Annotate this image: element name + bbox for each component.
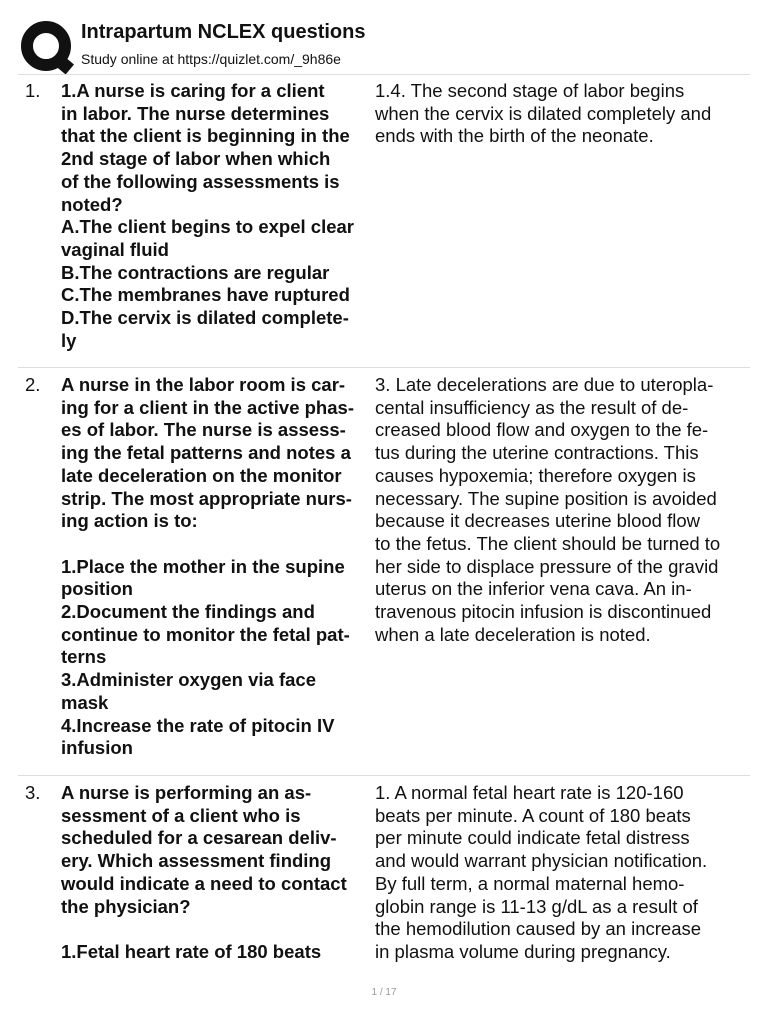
card-question: A nurse is performing an as- sessment of a client who is scheduled for a cesarean deliv- ery. Which assessment finding would indicate a need to contact the physician? 1.Fetal heart rate of 180 beats xyxy=(61,782,347,962)
flashcard-1 xyxy=(18,80,750,360)
divider xyxy=(18,775,750,776)
card-answer: 3. Late decelerations are due to uteropla- cental insufficiency as the result of de- creased blood flow and oxygen to the fe- tus during the uterine contractions. This causes hypoxemia; therefore oxygen is necessary. The supine position is avoided because it decreases uterine blood flow to the fetus. The client should be turned to her side to displace pressure of the gravid uterus on the inferior vena cava. An in- travenous pitocin infusion is discontinued when a late deceleration is noted. xyxy=(375,374,721,645)
card-number: 1. xyxy=(25,80,41,101)
divider xyxy=(18,367,750,368)
card-answer: 1.4. The second stage of labor begins when the cervix is dilated completely and ends with the birth of the neonate. xyxy=(375,80,712,147)
flashcard-2 xyxy=(18,374,750,769)
card-question: A nurse in the labor room is car- ing for a client in the active phas- es of labor. The nurse is assess- ing the fetal patterns and notes a late deceleration on the monitor strip. The most appropriate nurs- ing action is to: 1.Place the mother in the supine position 2.Document the findings and continue to monitor the fetal pat- terns 3.Administer oxygen via face mask 4.Increase the rate of pitocin IV infusion xyxy=(61,374,354,759)
card-number: 3. xyxy=(25,782,41,803)
page-title: Intrapartum NCLEX questions xyxy=(81,21,366,43)
card-question: 1.A nurse is caring for a client in labor. The nurse determines that the client is beginning in the 2nd stage of labor when which of the following assessments is noted? A.The client begins to expel clear vaginal fluid B.The contractions are regular C.The membranes have ruptured D.The cervix is dilated complete- ly xyxy=(61,80,355,351)
divider xyxy=(18,74,750,75)
page-indicator: 1 / 17 xyxy=(371,987,397,998)
study-online-link[interactable]: Study online at https://quizlet.com/_9h86e xyxy=(81,51,341,67)
page-header xyxy=(20,20,750,72)
quizlet-q-logo-icon xyxy=(20,20,76,76)
flashcard-3 xyxy=(18,782,750,972)
card-answer: 1. A normal fetal heart rate is 120-160 beats per minute. A count of 180 beats per minute could indicate fetal distress and would warrant physician notification. By full term, a normal maternal hemo- globin range is 11-13 g/dL as a result of the hemodilution caused by an increase in plasma volume during pregnancy. xyxy=(375,782,708,962)
card-number: 2. xyxy=(25,374,41,395)
